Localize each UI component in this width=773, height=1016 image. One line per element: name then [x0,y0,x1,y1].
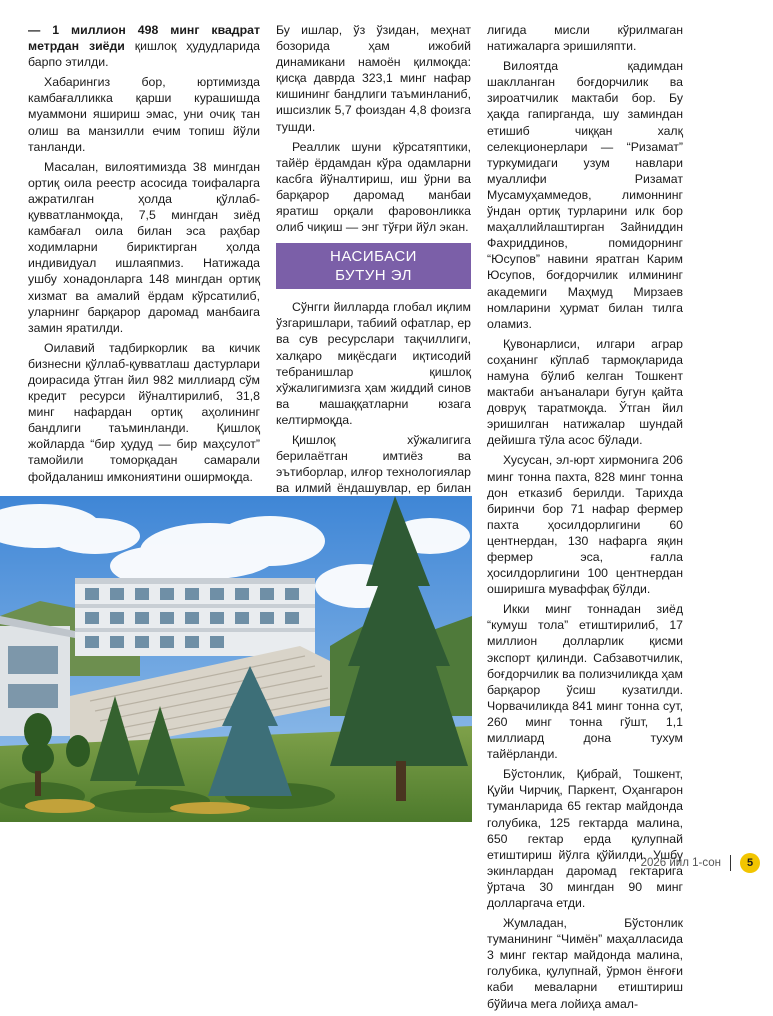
headline-line-2: БУТУН ЭЛ [335,267,412,285]
paragraph: Жумладан, Бўстонлик туманининг “Чимён” маҳалласида 3 минг гектар майдонда малина, голубика, қулупнай, ўрмон ёнғоғи каби меваларни етиштириш бўйича мега лойиҳа амал- [487,916,683,1011]
paragraph-text: қишлоқ ҳудудларида барпо этилди. [28,39,260,70]
paragraph: Қишлоқ хўжалигига берилаётган имтиёз ва эътиборлар, илғор технологиялар ва илмий ёндашувлар, ер билан [276,432,471,496]
paragraph: Вилоятда қадимдан шаклланган боғдорчилик ва зироатчилик мактаби бор. Бу ҳақда гапирганда, шу заминдан етишиб чиққан халқ селекционерлари — “Ризамат” туркумидаги узум навлари муаллифи Ризамат Мусамуҳаммедов, лимоннинг ўндан ортиқ турларини илк бор маҳаллийлаштирган Зайниддин Фахриддинов, помидорнинг “Юсупов” навини яратган Карим Юсупов, боғдорчилик илмининг академиги Маҳмуд Мирзаев номларини ҳурмат билан тилга оламиз. [487,59,683,331]
paragraph: Оилавий тадбиркорлик ва кичик бизнесни қўллаб-қувватлаш дастурлари доирасида ўтган йил 982 миллиард сўм кредит ресурси йўналтирилиб, 31,8 минг нафардан ортиқ аҳолининг бандлиги таъминланди. Қишлоқ жойларда “бир ҳудуд — бир маҳсулот” тамойили томорқадан самарали фойдаланиш имкониятини оширмоқда. [28,340,260,484]
paragraph: лигида мисли кўрилмаган натижаларга эришиляпти. [487,23,683,54]
paragraph: Хабарингиз бор, юртимизда камбағалликка қарши курашишда муаммони яшириш эмас, уни очиқ тан олиш ва манзилли ечим топиш йўли танланди. [28,75,260,154]
article-column-1 [28,22,260,489]
paragraph: Хусусан, эл-юрт хирмонига 206 минг тонна пахта, 828 минг тонна дон етказиб берилди. Тарихда биринчи бор 71 нафар фермер пахта ҳосилдорлигини 60 центнердан, 130 нафарга яқин фермер эса, ғалла ҳосилдорлигини 100 центнердан оширишга муваффақ бўлди. [487,453,683,597]
footer-divider [730,855,731,871]
paragraph: Масалан, вилоятимизда 38 мингдан ортиқ оила реестр асосида тоифаларга ажратилган ҳолда қўллаб-қувватланмоқда, 7,5 мингдан зиёд камбағал оила билан эса раҳбар ходимларни бириктирган ҳолда индивидуал ишлаяпмиз. Натижада ушбу хонадонларга 148 мингдан ортиқ хизмат ва амалий ёрдам кўрсатилиб, уларнинг барқарор даромад манбаига замин яратилди. [28,159,260,335]
paragraph [28,22,260,70]
headline-line-1: НАСИБАСИ [330,248,417,266]
resort-illustration [0,496,472,822]
paragraph: Икки минг тоннадан зиёд “кумуш тола” етиштирилиб, 17 миллион долларлик қисми экспорт қилинди. Сабзавотчилик, боғдорчилик ва полизчиликда ҳам барқарор ўсиш кузатилди. Чорвачиликда 841 минг тонна сут, 260 минг тонна гўшт, 1,1 миллиард дона тухум тайёрланди. [487,602,683,762]
article-column-2 [276,22,471,565]
paragraph: Реаллик шуни кўрсатяптики, тайёр ёрдамдан кўра одамларни касбга йўналтириш, иш ўрни ва барқарор даромад манбаи яратиш орқали фаровонликка олиб чиқиш — энг тўғри йўл экан. [276,139,471,235]
paragraph: Сўнгги йилларда глобал иқлим ўзгаришлари, табиий офатлар, ер ва сув ресурслари тақчиллиги, халқаро миқёсдаги иқтисодий тебранишлар қишлоқ хўжалигимизга ҳам жиддий синов ва машаққатларни юзага келтирмоқда. [276,300,471,427]
page-number-badge: 5 [740,853,760,873]
paragraph: Бу ишлар, ўз ўзидан, меҳнат бозорида ҳам ижобий динамикани намоён қилмоқда: қисқа даврда 323,1 минг нафар кишининг бандлиги таъминланиб, ишсизлик 5,7 фоиздан 4,8 фоизга тушди. [276,23,471,134]
section-headline [276,243,471,289]
paragraph: Қувонарлиси, илгари аграр соҳанинг кўплаб тармоқларида намуна бўлиб келган Тошкент мактаби анъаналари бугун қайта довруқ таратмоқда. Ўтган йил эришилган натижалар шундай дейишга тўла асос бўлади. [487,336,683,448]
resort-photo [0,496,472,822]
paragraph: Бўстонлик, Қибрай, Тошкент, Қуйи Чирчиқ, Паркент, Оҳангарон туманларида 65 гектар майдонда голубика, 125 гектарда малина, 650 гектар ерда қулупнай етиштириш йўлга қўйилди. Ушбу экинлардан даромад гектарига ўртача 30 мингдан 90 минг долларгача етди. [487,767,683,910]
page-footer [560,852,760,874]
issue-label: 2026 йил 1-сон [640,857,721,869]
bold-lead: — 1 миллион 498 минг квадрат метрдан зиёди [28,23,260,54]
